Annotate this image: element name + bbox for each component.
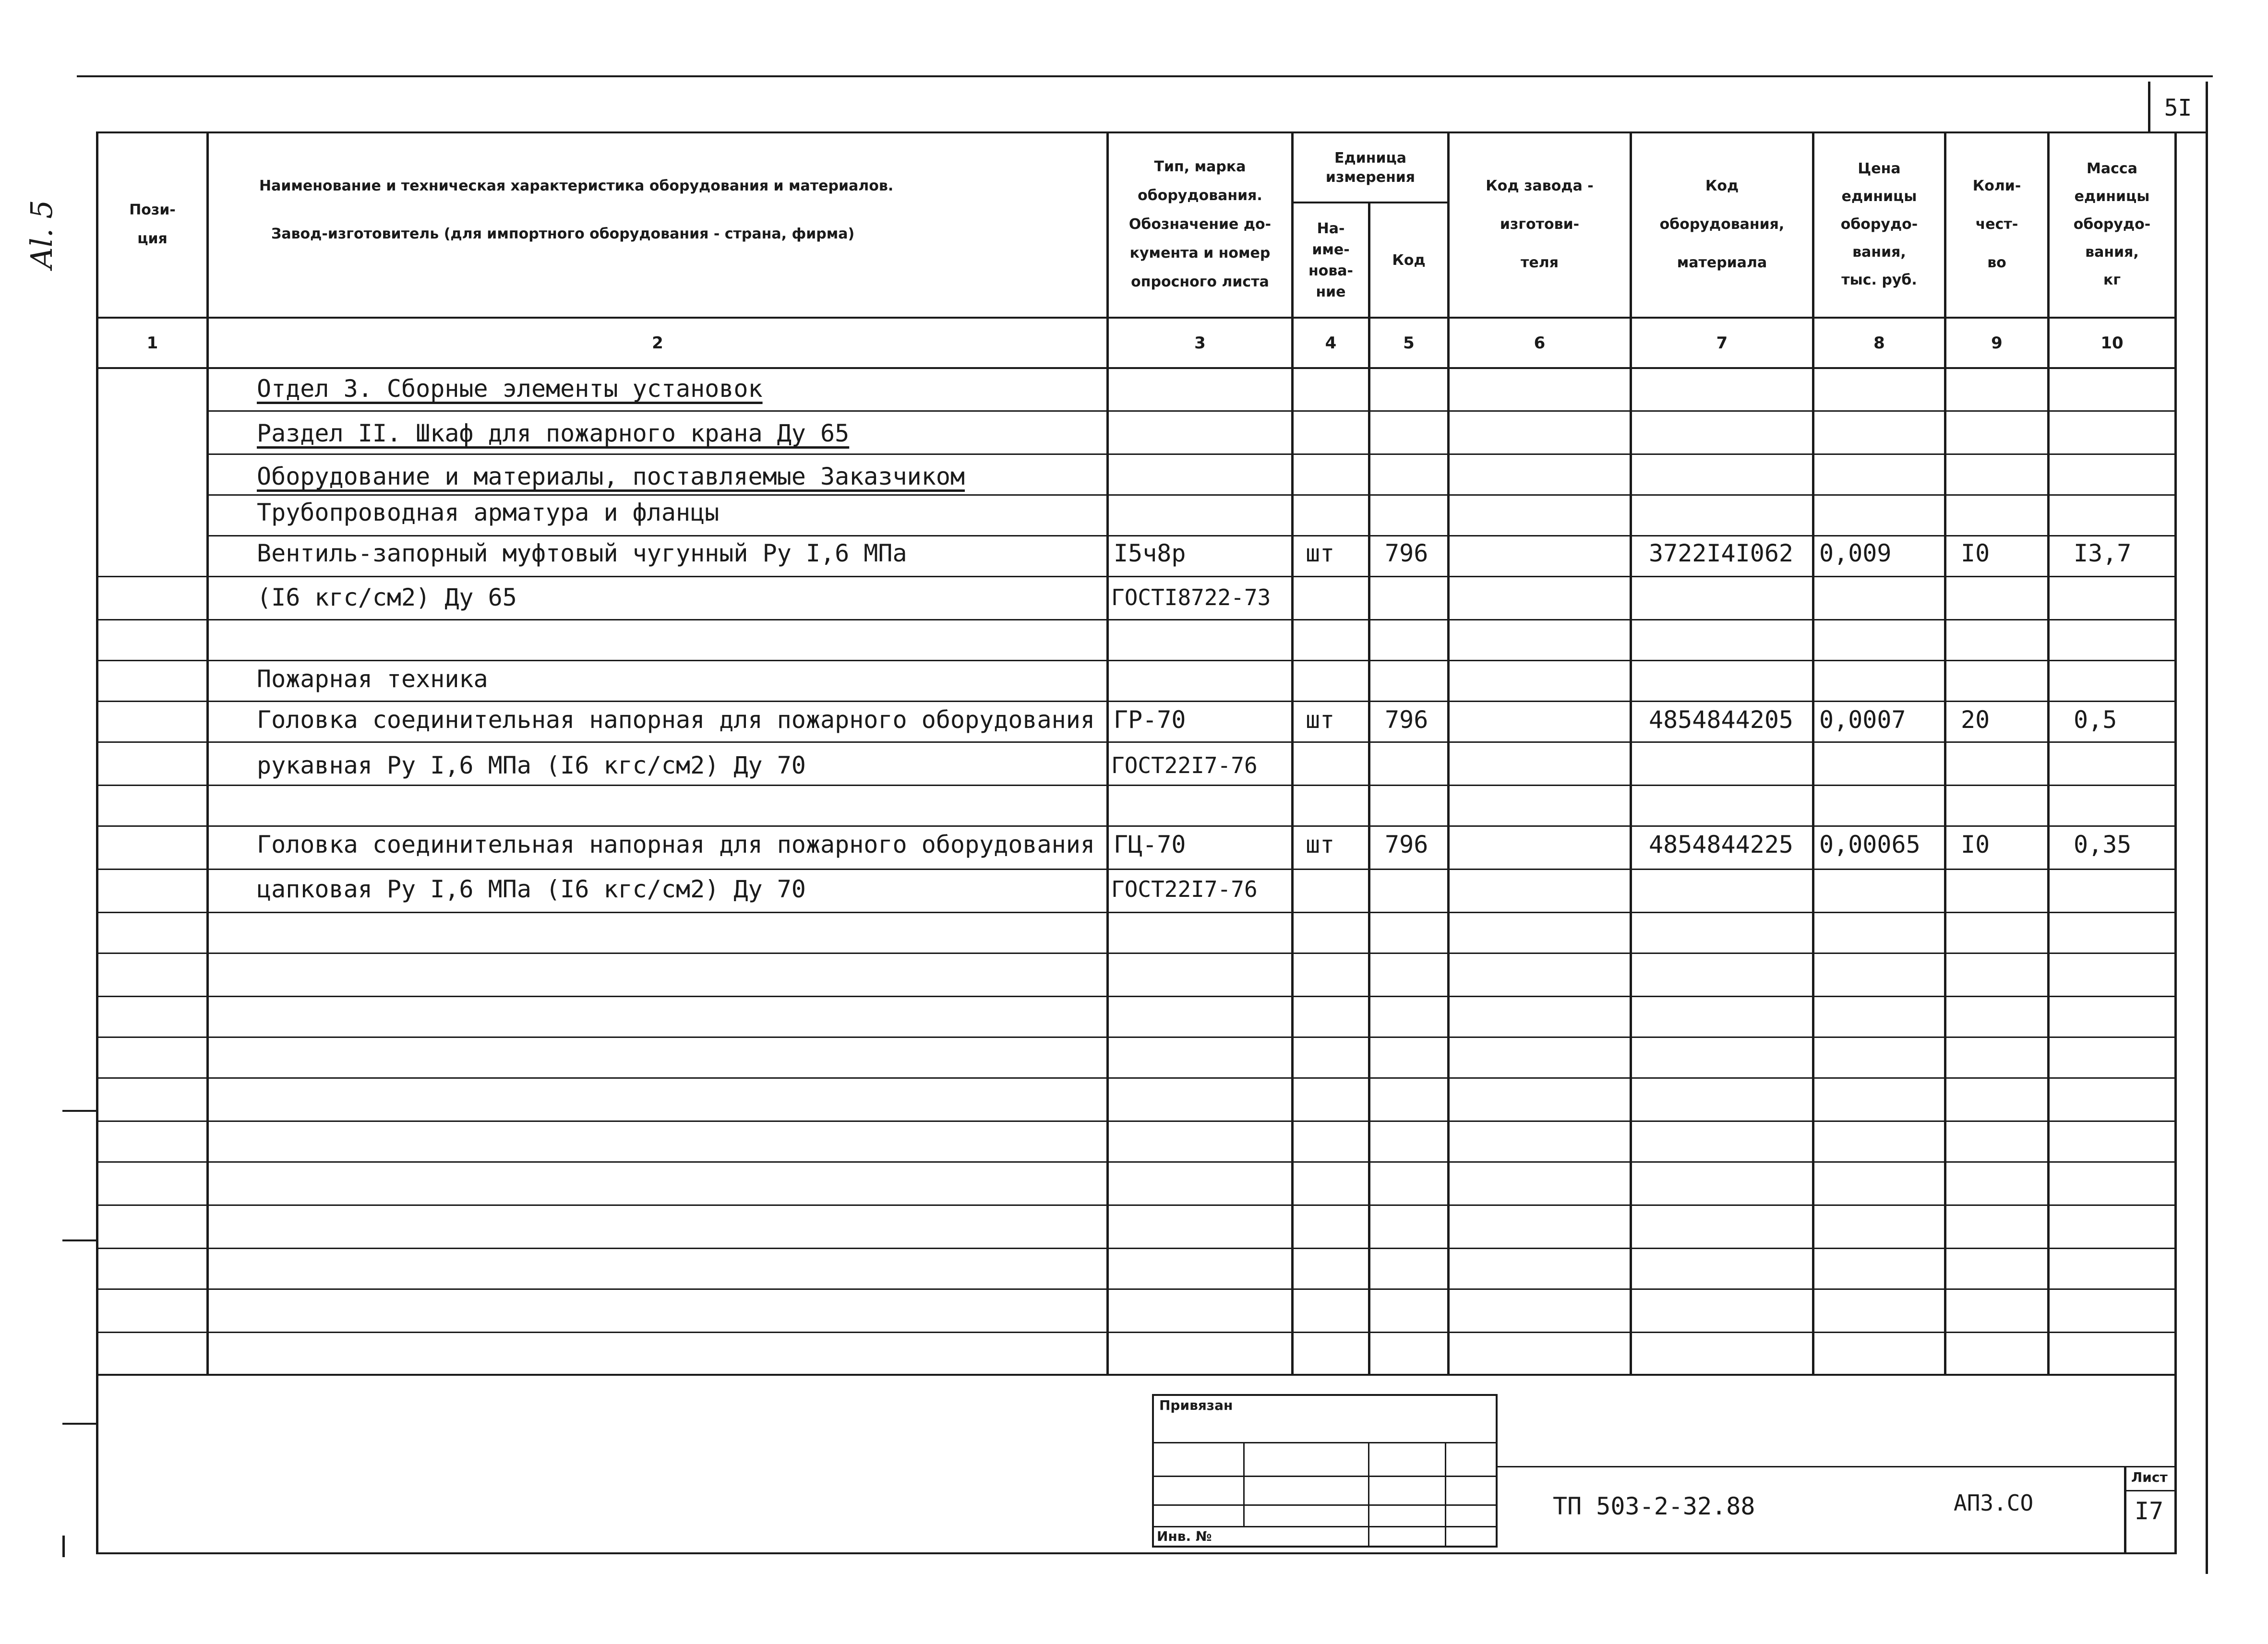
- item-type: ГОСТ22I7-76: [1111, 752, 1258, 778]
- item-name: (I6 кгс/см2) Ду 65: [257, 584, 517, 611]
- body-bottom-line: [98, 1374, 2177, 1376]
- item-price: 0,009: [1819, 539, 1892, 567]
- item-equip-code: 3722I4I062: [1649, 539, 1794, 567]
- header-factory-code: Код завода - изготови- теля: [1486, 177, 1594, 271]
- column-number: 2: [652, 334, 663, 353]
- item-price: 0,00065: [1819, 831, 1920, 858]
- stamp-vline: [1445, 1442, 1446, 1548]
- item-equip-code: 4854844225: [1649, 831, 1794, 858]
- right-outer-line: [2206, 82, 2208, 1574]
- item-unit-code: 796: [1385, 539, 1428, 567]
- row-line: [98, 1204, 2177, 1206]
- stamp-inv-label: Инв. №: [1157, 1528, 1212, 1544]
- stamp-vline: [1243, 1442, 1245, 1526]
- stamp-attached-label: Привязан: [1159, 1397, 1233, 1413]
- header-price: Цена единицы оборудо- вания, тыс. руб.: [1840, 160, 1918, 288]
- sheet-corner-number: 5I: [2164, 95, 2192, 121]
- column-number: 4: [1325, 334, 1337, 353]
- item-price: 0,0007: [1819, 706, 1906, 734]
- unit-subheader-line: [1291, 202, 1450, 203]
- header-unit: Единица измерения: [1325, 150, 1416, 186]
- item-mass: I3,7: [2074, 539, 2132, 567]
- item-type: ГОСТ22I7-76: [1111, 876, 1258, 902]
- column-number: 9: [1991, 334, 2003, 353]
- row-line: [98, 1077, 2177, 1079]
- doc-code: ТП 503-2-32.88: [1553, 1492, 1755, 1520]
- item-mass: 0,35: [2074, 831, 2132, 858]
- column-number: 6: [1534, 334, 1546, 353]
- item-qty: 20: [1961, 706, 1990, 734]
- column-number: 8: [1873, 334, 1885, 353]
- right-frame-line: [2174, 131, 2177, 1554]
- header-unit-code: Код: [1392, 251, 1426, 269]
- side-mark: Al. 5: [24, 200, 59, 269]
- item-unit-code: 796: [1385, 831, 1428, 858]
- header-mass: Масса единицы оборудо- вания, кг: [2073, 160, 2151, 288]
- row-line: [98, 1248, 2177, 1249]
- item-qty: I0: [1961, 831, 1990, 858]
- col-line-4: [1368, 202, 1370, 1376]
- album-code: АПЗ.СО: [1954, 1490, 2034, 1516]
- header-qty: Коли- чест- во: [1972, 177, 2021, 271]
- item-qty: I0: [1961, 539, 1990, 567]
- item-name: цапковая Ру I,6 МПа (I6 кгс/см2) Ду 70: [257, 875, 806, 903]
- item-unit: шт: [1306, 539, 1335, 567]
- table-top-line: [98, 131, 2208, 133]
- header-name-line2: Завод-изготовитель (для импортного оборудования - страна, фирма): [271, 226, 855, 242]
- header-position: Пози- ция: [129, 201, 176, 247]
- item-name: Отдел 3. Сборные элементы установок: [257, 375, 763, 403]
- corner-box-bottom: [2148, 131, 2208, 133]
- sheet-label: Лист: [2131, 1469, 2168, 1485]
- item-type: ГР-70: [1114, 706, 1186, 734]
- item-name: Пожарная техника: [257, 665, 488, 693]
- row-line: [98, 1036, 2177, 1038]
- column-number: 1: [146, 334, 158, 353]
- row-line: [98, 1332, 2177, 1333]
- item-type: ГОСТI8722-73: [1111, 584, 1271, 610]
- item-unit: шт: [1306, 706, 1335, 734]
- header-equip-code: Код оборудования, материала: [1659, 177, 1785, 271]
- header-unit-name: На- име- нова- ние: [1308, 220, 1354, 300]
- stamp-vline: [1368, 1442, 1369, 1548]
- item-equip-code: 4854844205: [1649, 706, 1794, 734]
- row-line: [98, 953, 2177, 954]
- bottom-frame-line: [96, 1552, 2177, 1554]
- row-line: [98, 741, 2177, 743]
- item-name: Раздел II. Шкаф для пожарного крана Ду 65: [257, 419, 850, 447]
- item-unit: шт: [1306, 831, 1335, 858]
- row-line: [98, 1161, 2177, 1163]
- binding-tick-2: [62, 1239, 96, 1241]
- row-line: [98, 1120, 2177, 1122]
- header-bottom-line: [98, 317, 2177, 319]
- column-number: 10: [2100, 334, 2124, 353]
- column-number: 7: [1716, 334, 1728, 353]
- column-number: 5: [1403, 334, 1415, 353]
- column-number: 3: [1194, 334, 1206, 353]
- sheet-box-mid: [2124, 1490, 2177, 1491]
- item-name: Оборудование и материалы, поставляемые Заказчиком: [257, 463, 965, 490]
- item-unit-code: 796: [1385, 706, 1428, 734]
- item-name: Головка соединительная напорная для пожарного оборудования: [257, 831, 1095, 858]
- binding-tick-1: [62, 1110, 96, 1112]
- sheet-box-left: [2124, 1466, 2126, 1552]
- binding-tick-3: [62, 1423, 96, 1425]
- header-name-line1: Наименование и техническая характеристика оборудования и материалов.: [259, 178, 894, 194]
- row-line: [98, 912, 2177, 913]
- row-line: [98, 1288, 2177, 1290]
- item-name: Головка соединительная напорная для пожарного оборудования: [257, 706, 1095, 734]
- item-name: Трубопроводная арматура и фланцы: [257, 499, 720, 526]
- sheet-number: I7: [2135, 1497, 2164, 1525]
- row-line: [98, 619, 2177, 620]
- item-name: рукавная Ру I,6 МПа (I6 кгс/см2) Ду 70: [257, 751, 806, 779]
- item-type: ГЦ-70: [1114, 831, 1186, 858]
- item-type: I5ч8р: [1114, 539, 1186, 567]
- binding-tick-4: [62, 1536, 65, 1557]
- item-mass: 0,5: [2074, 706, 2117, 734]
- stamp-title-line: [1498, 1466, 2177, 1467]
- row-line: [98, 996, 2177, 997]
- item-name: Вентиль-запорный муфтовый чугунный Ру I,6 МПа: [257, 539, 907, 567]
- header-type: Тип, марка оборудования. Обозначение до- кумента и номер опросного листа: [1128, 158, 1272, 290]
- top-border-line: [77, 75, 2213, 77]
